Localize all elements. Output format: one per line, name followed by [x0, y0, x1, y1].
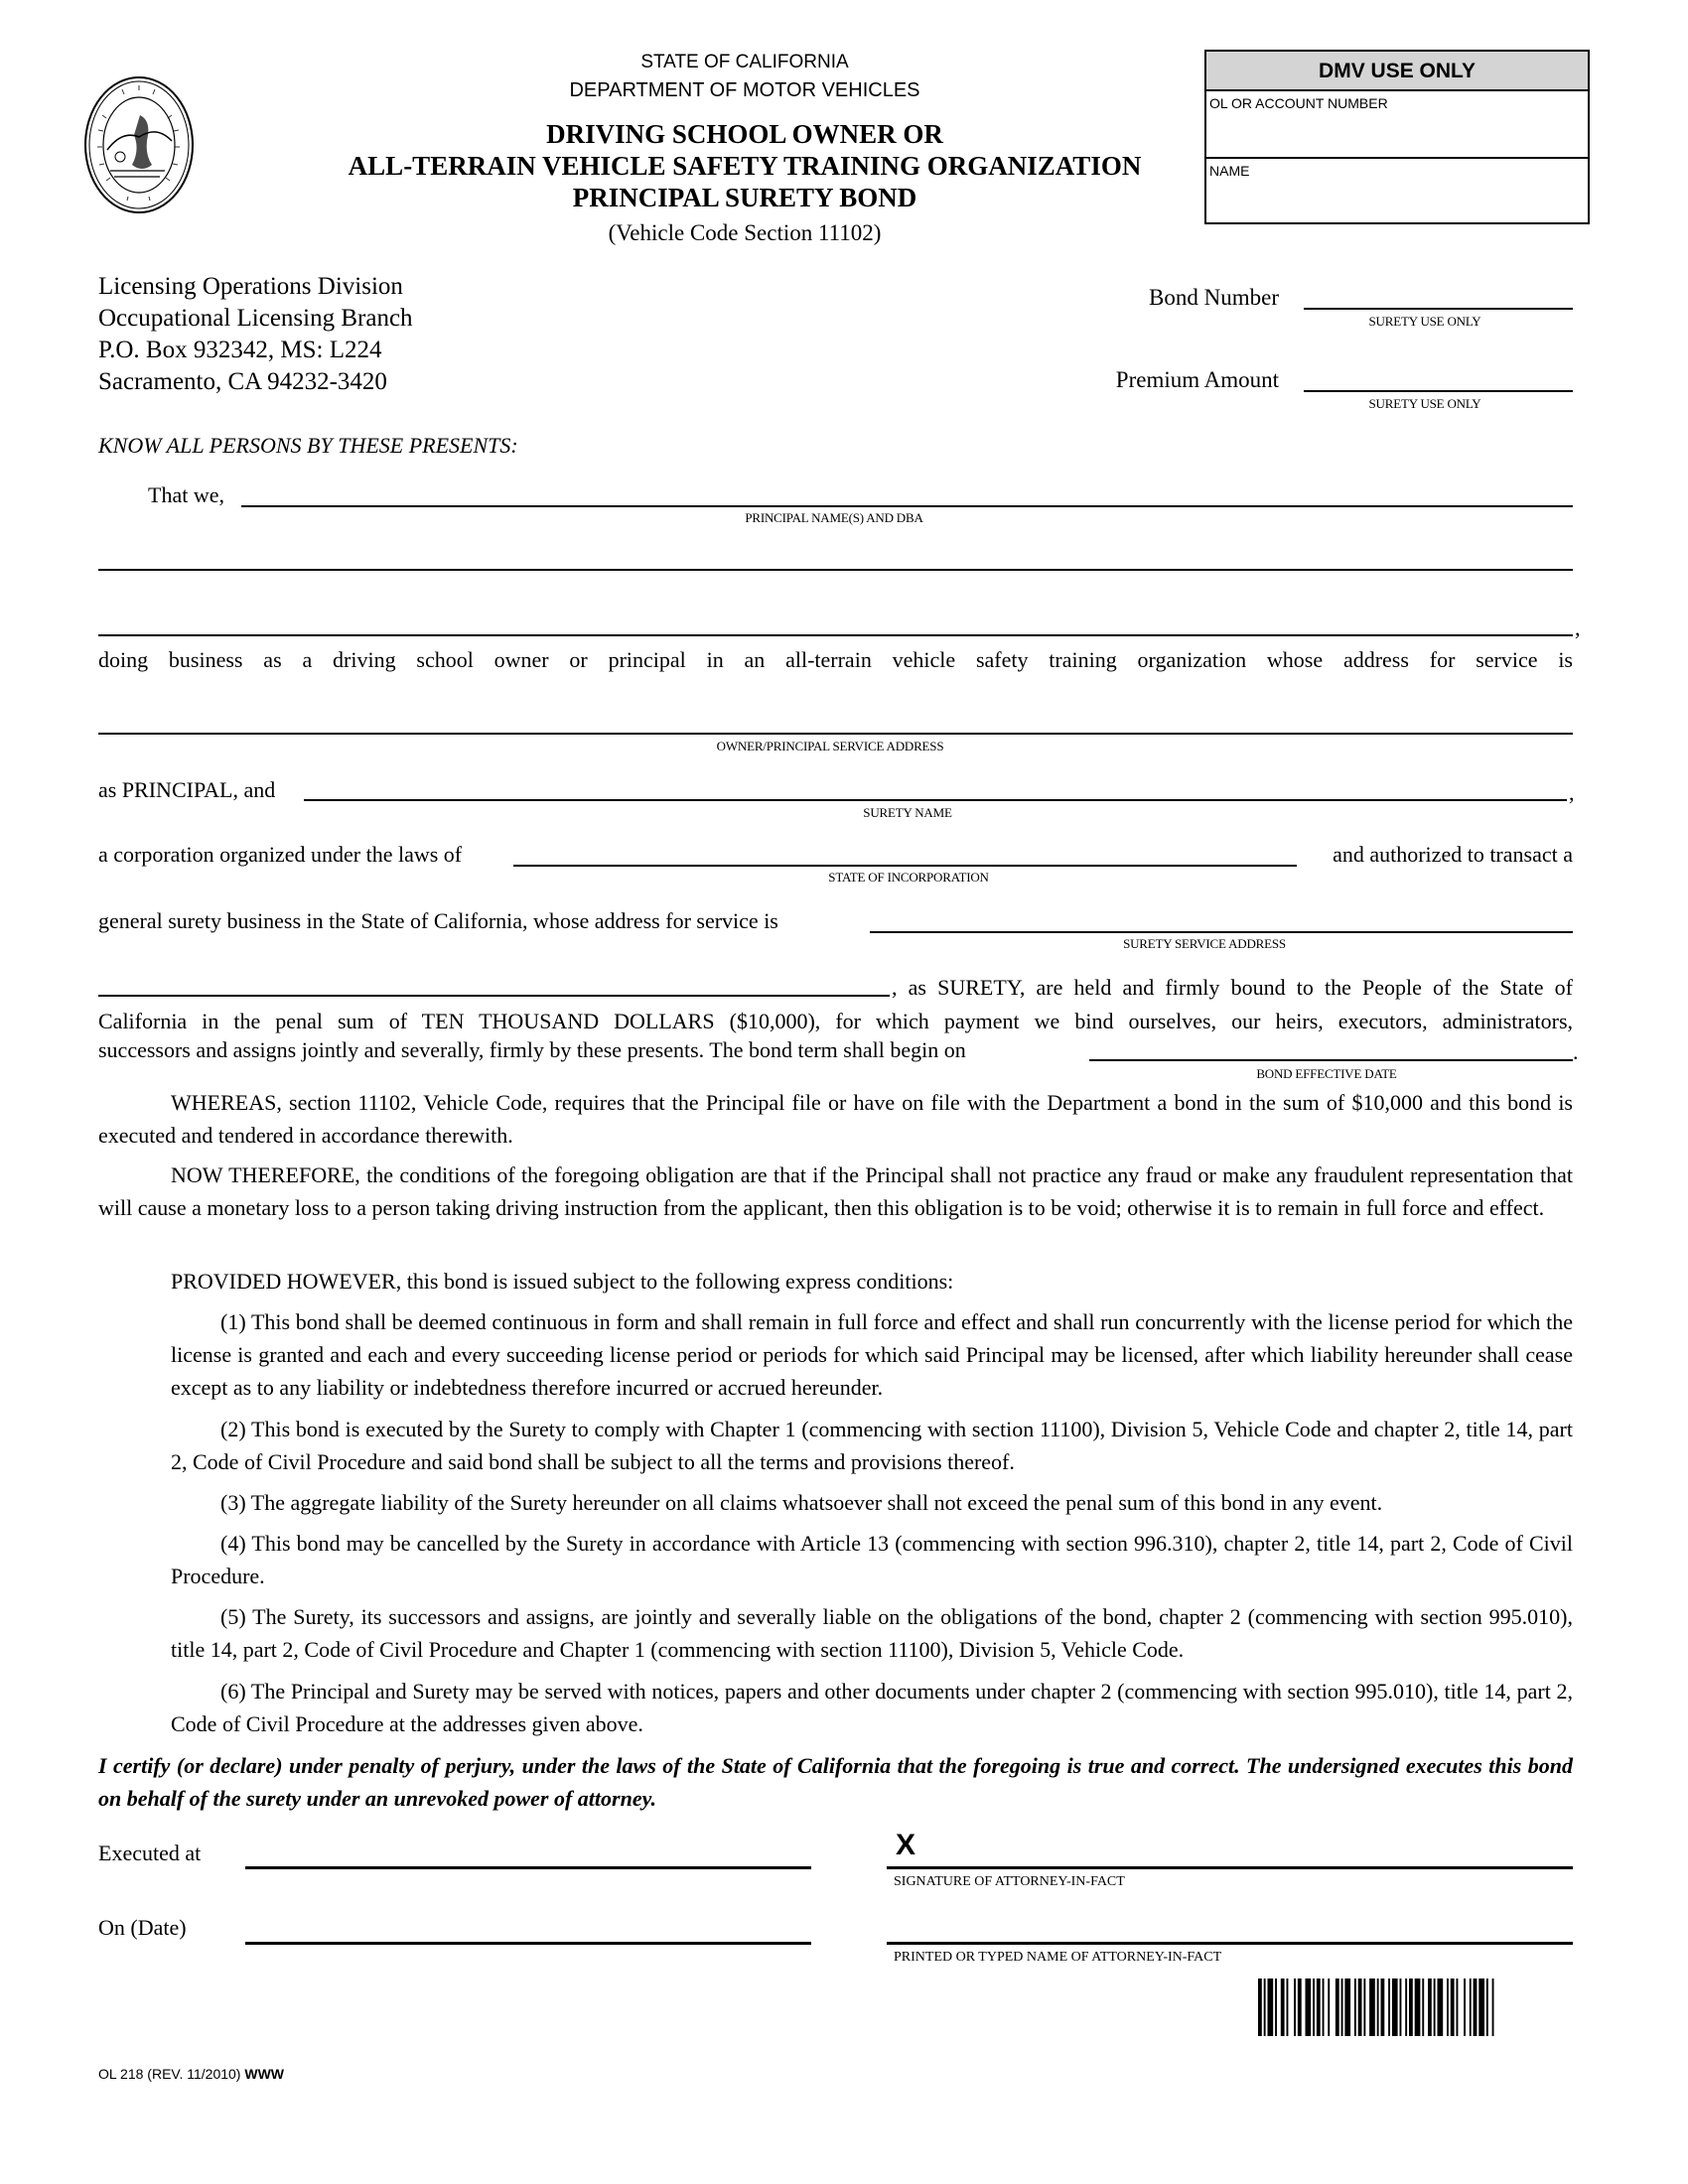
as-principal-text: as PRINCIPAL, and — [98, 777, 276, 802]
barcode-bar — [1275, 1979, 1277, 2036]
surety-name-input[interactable] — [304, 799, 1567, 801]
principal-name-label: PRINCIPAL NAME(S) AND DBA — [745, 510, 923, 525]
barcode-bar — [1358, 1979, 1362, 2036]
condition-5: (5) The Surety, its successors and assigns, are jointly and severally liable on the obligations of the bond, chapter 2 (commencing with section 995.010), title 14, part 2, Code of Civil Procedure and Chapter 1 (commencing with section 11100), Division 5, Vehicle Code. — [171, 1604, 1573, 1662]
barcode-bar — [1486, 1979, 1488, 2036]
barcode-bar — [1478, 1979, 1484, 2036]
signature-label: SIGNATURE OF ATTORNEY-IN-FACT — [894, 1874, 1125, 1889]
condition-4: (4) This bond may be cancelled by the Surety in accordance with Article 13 (commencing with section 996.310), chapter 2, title 14, part 2, Code of Civil Procedure. — [171, 1531, 1573, 1588]
surety-address-input-line2[interactable] — [98, 995, 890, 997]
on-date-input[interactable] — [245, 1942, 811, 1945]
barcode-bar — [1317, 1979, 1321, 2036]
doing-business-text: doing business as a driving school owner or principal in an all-terrain vehicle safety training organization whose address for service is — [98, 647, 1573, 672]
whereas-paragraph: WHEREAS, section 11102, Vehicle Code, requires that the Principal file or have on file with the Department a bond in the sum of $10,000 and this bond is executed and tendered in accordance therewith. — [98, 1090, 1573, 1148]
barcode-bar — [1388, 1979, 1390, 2036]
barcode-bar — [1457, 1979, 1459, 2036]
corporation-text: a corporation organized under the laws of — [98, 842, 463, 867]
principal-name-input-line2[interactable] — [98, 569, 1573, 571]
barcode-bar — [1415, 1979, 1421, 2036]
address-line: P.O. Box 932342, MS: L224 — [98, 337, 382, 363]
condition-3: (3) The aggregate liability of the Surety hereunder on all claims whatsoever shall not exceed the penal sum of this bond in any event. — [220, 1490, 1383, 1515]
barcode-bar — [1474, 1979, 1477, 2036]
barcode — [1258, 1979, 1574, 2036]
barcode-bar — [1470, 1979, 1472, 2036]
authorized-text: and authorized to transact a — [1333, 842, 1573, 867]
address-line: Sacramento, CA 94232-3420 — [98, 368, 387, 395]
comma: , — [1575, 615, 1581, 640]
barcode-bar — [1405, 1979, 1407, 2036]
surety-address-input[interactable] — [870, 931, 1573, 933]
barcode-bar — [1298, 1979, 1302, 2036]
as-surety-text: , as SURETY, are held and firmly bound to the People of the State of — [892, 975, 1573, 1000]
barcode-bar — [1328, 1979, 1330, 2036]
state-name: STATE OF CALIFORNIA — [640, 52, 849, 72]
account-number-label: OL OR ACCOUNT NUMBER — [1209, 95, 1388, 111]
form-title-line3: PRINCIPAL SURETY BOND — [572, 183, 917, 212]
signature-x-mark: X — [896, 1829, 916, 1861]
know-all-persons: KNOW ALL PERSONS BY THESE PRESENTS: — [98, 433, 518, 458]
successors-text: successors and assigns jointly and severally, firmly by these presents. The bond term shall begin on — [98, 1037, 966, 1062]
signature-input[interactable] — [887, 1866, 1573, 1869]
barcode-bar — [1409, 1979, 1413, 2036]
barcode-bar — [1369, 1979, 1375, 2036]
vehicle-code-section: (Vehicle Code Section 11102) — [608, 220, 882, 245]
barcode-bar — [1422, 1979, 1424, 2036]
condition-6: (6) The Principal and Surety may be served with notices, papers and other documents under chapter 2 (commencing with section 995.010), title 14, part 2, Code of Civil Procedure at the addresses given above. — [171, 1679, 1573, 1736]
printed-name-label: PRINTED OR TYPED NAME OF ATTORNEY-IN-FACT — [894, 1950, 1222, 1965]
principal-name-input-line3[interactable] — [98, 634, 1573, 636]
on-date-label: On (Date) — [98, 1915, 187, 1940]
barcode-bar — [1438, 1979, 1444, 2036]
name-field[interactable] — [1206, 159, 1588, 222]
barcode-bar — [1451, 1979, 1455, 2036]
barcode-bar — [1281, 1979, 1285, 2036]
form-title-line1: DRIVING SCHOOL OWNER OR — [546, 119, 943, 149]
dmv-use-only-box — [1204, 50, 1590, 224]
barcode-bar — [1323, 1979, 1325, 2036]
barcode-bar — [1447, 1979, 1449, 2036]
provided-however-paragraph: PROVIDED HOWEVER, this bond is issued subject to the following express conditions: — [171, 1269, 954, 1294]
premium-amount-note: SURETY USE ONLY — [1368, 396, 1481, 411]
barcode-bar — [1381, 1979, 1385, 2036]
bond-effective-date-input[interactable] — [1089, 1059, 1573, 1061]
surety-address-label: SURETY SERVICE ADDRESS — [1123, 936, 1286, 951]
barcode-bar — [1428, 1979, 1432, 2036]
barcode-bar — [1306, 1979, 1312, 2036]
address-line: Licensing Operations Division — [98, 273, 403, 300]
barcode-bar — [1341, 1979, 1343, 2036]
barcode-bar — [1336, 1979, 1339, 2036]
premium-amount-input[interactable] — [1304, 390, 1573, 392]
owner-address-input[interactable] — [98, 733, 1573, 735]
barcode-bar — [1287, 1979, 1289, 2036]
barcode-bar — [1363, 1979, 1365, 2036]
bond-number-label: Bond Number — [1149, 285, 1279, 310]
certification-statement: I certify (or declare) under penalty of perjury, under the laws of the State of California that the foregoing is true and correct. The undersigned executes this bond on behalf of the surety under an unrevoked power of attorney. — [98, 1753, 1573, 1811]
that-we-label: That we, — [148, 482, 224, 507]
name-label: NAME — [1209, 163, 1250, 179]
barcode-bar — [1294, 1979, 1296, 2036]
executed-at-input[interactable] — [245, 1866, 811, 1869]
form-number-text: OL 218 (REV. 11/2010) — [98, 2066, 241, 2082]
condition-2: (2) This bond is executed by the Surety to comply with Chapter 1 (commencing with section 11100), Division 5, Vehicle Code and chapter 2, title 14, part 2, Code of Civil Procedure and said bond shall be subject to all the terms and provisions thereof. — [171, 1417, 1573, 1474]
barcode-bar — [1392, 1979, 1398, 2036]
bond-effective-date-label: BOND EFFECTIVE DATE — [1256, 1066, 1397, 1081]
form-suffix: WWW — [244, 2066, 285, 2082]
state-of-incorporation-label: STATE OF INCORPORATION — [828, 870, 989, 885]
comma: , — [1569, 780, 1575, 805]
barcode-bar — [1377, 1979, 1379, 2036]
general-surety-text: general surety business in the State of California, whose address for service is — [98, 908, 778, 933]
barcode-bar — [1400, 1979, 1402, 2036]
barcode-bar — [1258, 1979, 1262, 2036]
owner-address-label: OWNER/PRINCIPAL SERVICE ADDRESS — [716, 739, 944, 753]
address-line: Occupational Licensing Branch — [98, 305, 413, 332]
printed-name-input[interactable] — [887, 1942, 1573, 1945]
executed-at-label: Executed at — [98, 1841, 202, 1865]
period: . — [1573, 1039, 1579, 1064]
dmv-use-only-title: DMV USE ONLY — [1206, 52, 1588, 91]
condition-1: (1) This bond shall be deemed continuous in form and shall remain in full force and effect and shall run concurrently with the license period for which the license is granted and each and every succeeding license period or periods for which said Principal may be licensed, after which liability hereunder shall cease except as to any liability or indebtedness therefore incurred or accrued hereunder. — [171, 1309, 1573, 1400]
now-therefore-paragraph: NOW THEREFORE, the conditions of the foregoing obligation are that if the Principal shall not practice any fraud or make any fraudulent representation that will cause a monetary loss to a person taking driving instruction from the applicant, then this obligation is to be void; otherwise it is to remain in full force and effect. — [98, 1162, 1573, 1220]
barcode-bar — [1344, 1979, 1350, 2036]
bond-number-input[interactable] — [1304, 308, 1573, 310]
barcode-bar — [1434, 1979, 1436, 2036]
barcode-bar — [1313, 1979, 1315, 2036]
form-title-line2: ALL-TERRAIN VEHICLE SAFETY TRAINING ORGANIZATION — [348, 151, 1142, 181]
account-number-field[interactable] — [1206, 91, 1588, 159]
barcode-bar — [1464, 1979, 1466, 2036]
principal-name-input[interactable] — [241, 505, 1573, 507]
premium-amount-label: Premium Amount — [1115, 367, 1279, 392]
bond-number-note: SURETY USE ONLY — [1368, 314, 1481, 329]
surety-name-label: SURETY NAME — [863, 805, 952, 820]
barcode-bar — [1492, 1979, 1494, 2036]
form-number — [98, 2066, 284, 2082]
mailing-address — [98, 271, 413, 398]
department-name: DEPARTMENT OF MOTOR VEHICLES — [569, 79, 920, 101]
penal-sum-text: California in the penal sum of TEN THOUSAND DOLLARS ($10,000), for which payment we bind ourselves, our heirs, executors, administrators, — [98, 1009, 1573, 1033]
barcode-bar — [1354, 1979, 1356, 2036]
state-of-incorporation-input[interactable] — [513, 865, 1297, 867]
barcode-bar — [1264, 1979, 1266, 2036]
barcode-bar — [1268, 1979, 1274, 2036]
